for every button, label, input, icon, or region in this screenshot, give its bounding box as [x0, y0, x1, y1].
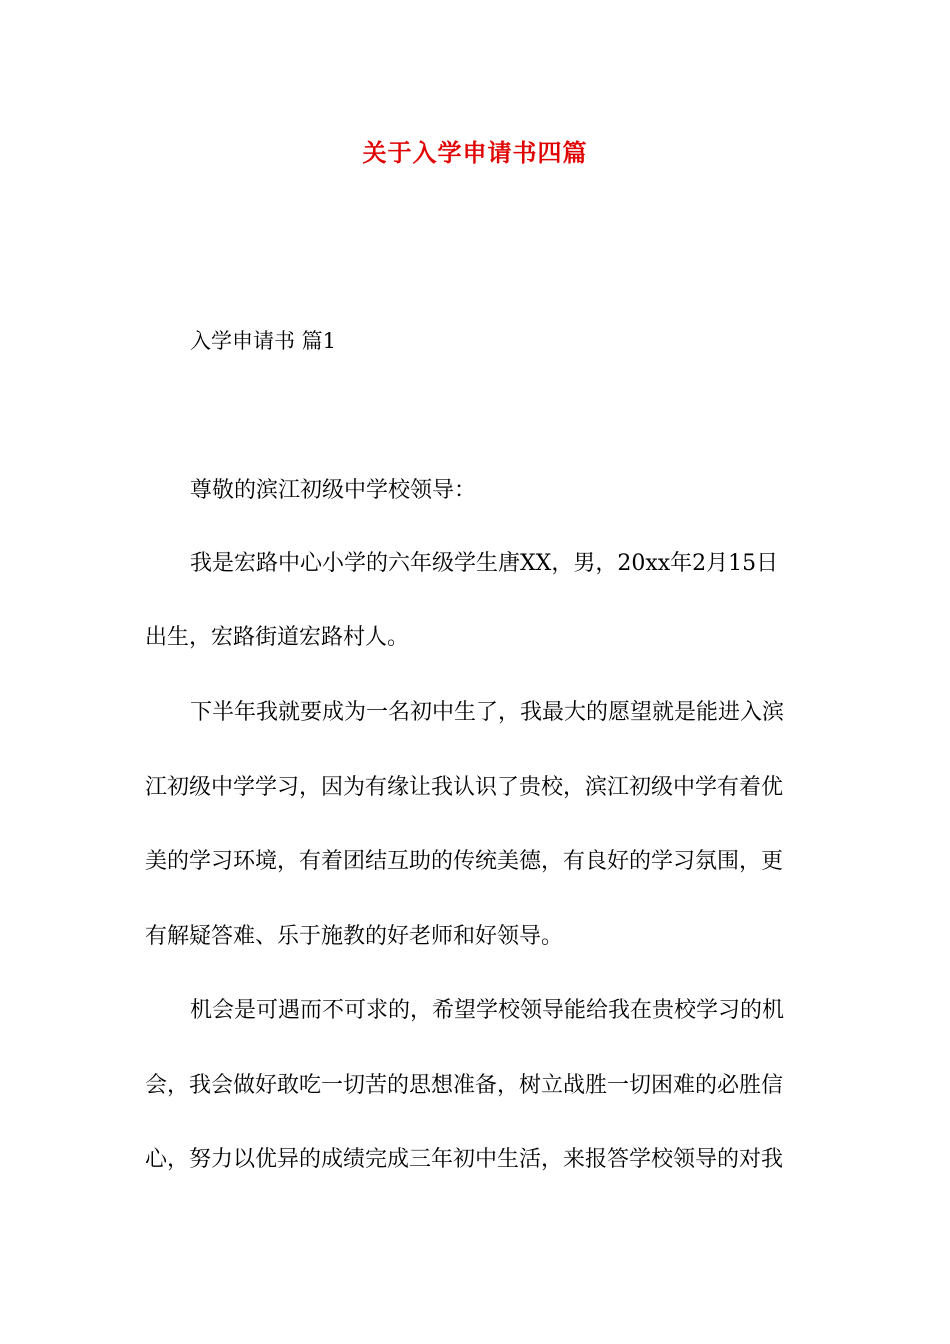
section-heading: 入学申请书 篇1 [190, 329, 337, 353]
paragraph-line: 会，我会做好敢吃一切苦的思想准备，树立战胜一切困难的必胜信 [145, 1073, 784, 1098]
paragraph-line: 美的学习环境，有着团结互助的传统美德，有良好的学习氛围，更 [145, 849, 784, 874]
paragraph-line: 心，努力以优异的成绩完成三年初中生活，来报答学校领导的对我 [145, 1147, 784, 1172]
salutation: 尊敬的滨江初级中学校领导： [190, 478, 477, 503]
paragraph-line: 下半年我就要成为一名初中生了，我最大的愿望就是能进入滨 [190, 700, 785, 725]
paragraph-line: 出生，宏路街道宏路村人。 [145, 625, 410, 650]
paragraph-line: 机会是可遇而不可求的，希望学校领导能给我在贵校学习的机 [190, 998, 785, 1023]
document-title: 关于入学申请书四篇 [362, 138, 588, 167]
paragraph-line: 有解疑答难、乐于施教的好老师和好领导。 [145, 924, 564, 949]
paragraph-line: 我是宏路中心小学的六年级学生唐XX，男，20xx年2月15日 [190, 551, 779, 576]
paragraph-line: 江初级中学学习，因为有缘让我认识了贵校，滨江初级中学有着优 [145, 775, 784, 800]
